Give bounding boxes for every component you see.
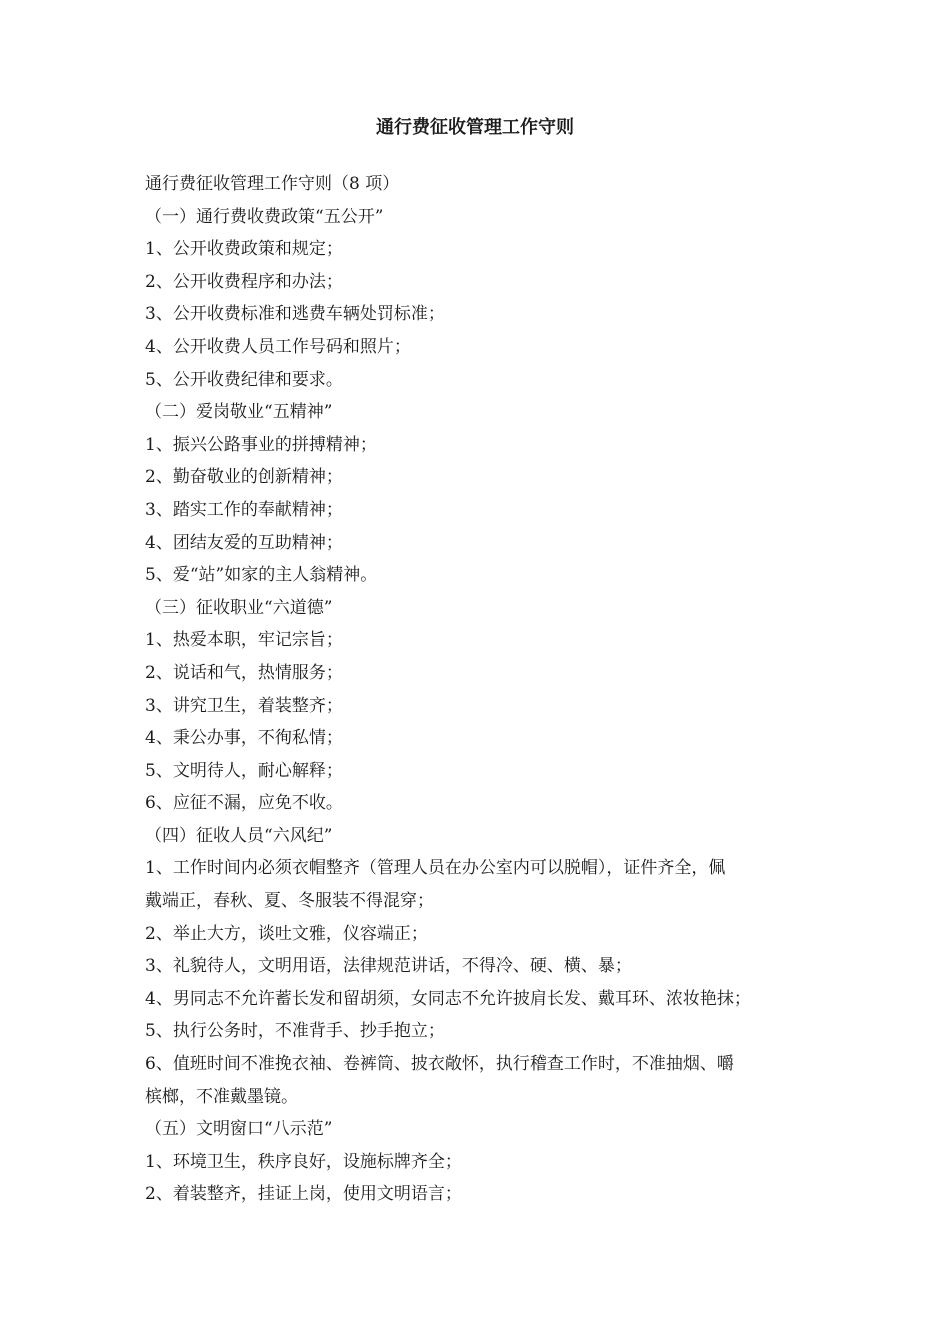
list-item-continuation: 槟榔，不准戴墨镜。 xyxy=(145,1086,298,1107)
document-title: 通行费征收管理工作守则 xyxy=(376,117,574,138)
section-heading: （一）通行费收费政策“五公开” xyxy=(145,206,384,227)
section-heading: （五）文明窗口“八示范” xyxy=(145,1119,333,1140)
body-line: 通行费征收管理工作守则（8 项） xyxy=(145,174,400,194)
list-item: 1、振兴公路事业的拼搏精神； xyxy=(145,434,377,455)
list-item: 3、讲究卫生，着装整齐； xyxy=(145,695,343,716)
list-item: 5、公开收费纪律和要求。 xyxy=(145,369,343,390)
section-heading: （二）爱岗敬业“五精神” xyxy=(145,402,333,423)
list-item: 3、公开收费标准和逃费车辆处罚标准； xyxy=(145,304,445,325)
list-item: 1、环境卫生，秩序良好，设施标牌齐全； xyxy=(145,1151,462,1172)
list-item: 2、说话和气，热情服务； xyxy=(145,662,343,683)
list-item: 6、应征不漏，应免不收。 xyxy=(145,793,343,814)
list-item: 4、公开收费人员工作号码和照片； xyxy=(145,336,411,357)
list-item: 1、工作时间内必须衣帽整齐（管理人员在办公室内可以脱帽），证件齐全，佩 xyxy=(145,858,726,879)
section-heading: （四）征收人员“六风纪” xyxy=(145,825,333,846)
list-item: 3、踏实工作的奉献精神； xyxy=(145,499,343,520)
list-item: 1、公开收费政策和规定； xyxy=(145,239,343,260)
list-item: 5、执行公务时，不准背手、抄手抱立； xyxy=(145,1021,445,1042)
list-item: 2、着装整齐，挂证上岗，使用文明语言； xyxy=(145,1184,462,1205)
list-item: 3、礼貌待人，文明用语，法律规范讲话，不得冷、硬、横、暴； xyxy=(145,956,632,977)
list-item: 4、团结友爱的互助精神； xyxy=(145,532,343,553)
document-body xyxy=(145,168,825,1211)
list-item: 6、值班时间不准挽衣袖、卷裤筒、披衣敞怀，执行稽查工作时，不准抽烟、嚼 xyxy=(145,1054,734,1075)
section-heading: （三）征收职业“六道德” xyxy=(145,597,333,618)
list-item: 4、男同志不允许蓄长发和留胡须，女同志不允许披肩长发、戴耳环、浓妆艳抹； xyxy=(145,988,751,1009)
list-item: 5、文明待人，耐心解释； xyxy=(145,760,343,781)
list-item: 4、秉公办事，不徇私情； xyxy=(145,728,343,749)
list-item: 1、热爱本职，牢记宗旨； xyxy=(145,630,343,651)
list-item-continuation: 戴端正，春秋、夏、冬服装不得混穿； xyxy=(145,891,434,912)
list-item: 2、公开收费程序和办法； xyxy=(145,271,343,292)
list-item: 5、爱“站”如家的主人翁精神。 xyxy=(145,565,378,586)
list-item: 2、勤奋敬业的创新精神； xyxy=(145,467,343,488)
list-item: 2、举止大方，谈吐文雅，仪容端正； xyxy=(145,923,428,944)
